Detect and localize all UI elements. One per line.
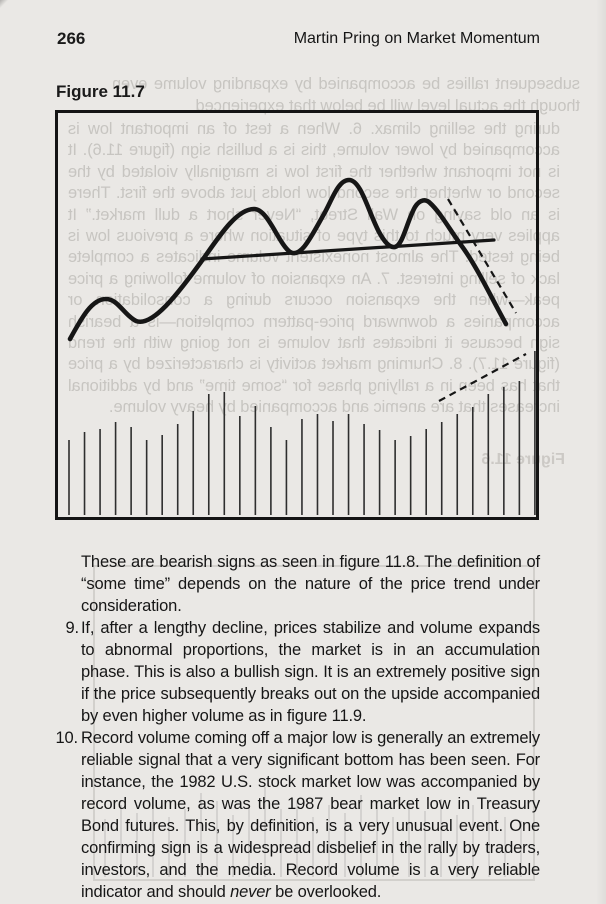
list-item-10-italic-word: never (230, 883, 271, 901)
list-item-10-text-before: Record volume coming off a major low is generally an extremely reliable signal that a very significant bottom has been seen. For instance, the 1982 U.S. stock market low was accompanied by record volume, as was the 1987 bear market low in Treasury Bond futures. This, by definition, is a very unusual event. One confirming sign is a widespread disbelief in the rally by traders, investors, and the media. Record volume is a very reliable indicator and should (81, 729, 540, 901)
volume-bars (69, 351, 535, 515)
figure-chart (55, 110, 539, 520)
list-item-9-text: If, after a lengthy decline, prices stabilize and volume expands to abnormal proportions, the market is in an accumulation phase. This is also a bullish sign. It is an extremely positive sign if the price subsequently breaks out on the upside accompanied by even higher volume as in figure 11.9. (81, 619, 540, 725)
bleedthrough-text-top: subsequent rallies be accompanied by expanding volume even though the actual level will be below that experienced (112, 75, 580, 115)
bleedthrough-text-chart: during the selling climax. 6. When a test of an important low is accompanied by lower volume, this is a bullish sign (figure 11.6). It is not important whether the first low is marginally violated by the second or whether the second low holds just above the first. There is an old saying on Wall Street, “Never short a dull market.” It applies very much to this type of situation where a previous low is being tested. The almost nonexistent volume indicates a complete lack of selling interest. 7. An expansion of volume following a price peak—when the expansion occurs during a consolidation or accompanies a downward price-pattern completion—is a bearish sign because it indicates that volume is not going with the trend (figure 11.7). 8. Churning market activity is characterized by a price that has been in a rallying phase for “some time” and by additional increases that are anemic and accompanied by heavy volume. (68, 120, 560, 417)
scan-edge-shade (596, 0, 606, 904)
price-volume-chart-svg (58, 113, 536, 517)
page-number: 266 (57, 29, 86, 48)
scan-corner-artifact (0, 0, 16, 8)
list-item-9 (65, 617, 540, 727)
list-number-10: 10. (55, 729, 78, 747)
dashed-price-decline-line (448, 199, 516, 313)
running-header: Martin Pring on Market Momentum (293, 30, 540, 47)
list-item-10-text-after: be overlooked. (270, 883, 382, 901)
paragraph-intro: These are bearish signs as seen in figure 11.8. The definition of “some time” depends on the nature of the price trend under consideration. (81, 553, 540, 615)
trendline (202, 240, 494, 259)
list-item-10 (55, 727, 540, 903)
figure-label: Figure 11.7 (56, 82, 145, 101)
dashed-rising-volume-line (439, 354, 526, 401)
price-curve (70, 180, 506, 339)
bleedthrough-figure-label: Figure 11.6 (481, 451, 565, 468)
list-number-9: 9. (65, 619, 79, 637)
